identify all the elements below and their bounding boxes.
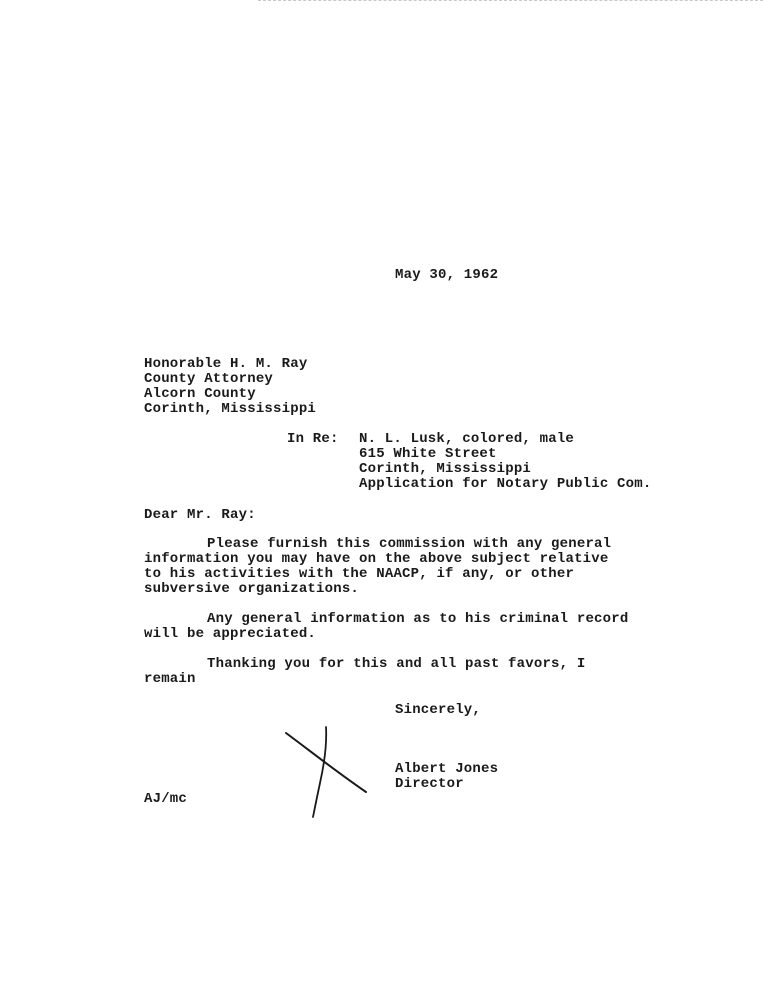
recipient-title: County Attorney (144, 371, 274, 387)
paragraph-1-line-3: to his activities with the NAACP, if any, or other (144, 566, 575, 582)
in-re-subject: N. L. Lusk, colored, male (359, 431, 575, 447)
recipient-county: Alcorn County (144, 386, 256, 402)
closing: Sincerely, (395, 702, 482, 718)
in-re-label: In Re: (287, 431, 339, 447)
paragraph-1-line-1: Please furnish this commission with any general (207, 536, 612, 552)
paragraph-2-line-2: will be appreciated. (144, 626, 317, 642)
typist-initials: AJ/mc (144, 791, 188, 807)
paragraph-1-line-2: information you may have on the above subject relative (144, 551, 609, 567)
paragraph-2-line-1: Any general information as to his criminal record (207, 611, 629, 627)
paragraph-3-line-2: remain (144, 671, 196, 687)
in-re-city: Corinth, Mississippi (359, 461, 532, 477)
paragraph-1-line-4: subversive organizations. (144, 581, 360, 597)
signer-title: Director (395, 776, 464, 792)
salutation: Dear Mr. Ray: (144, 507, 256, 523)
recipient-city: Corinth, Mississippi (144, 401, 317, 417)
letter-date: May 30, 1962 (395, 267, 499, 283)
signature-mark (284, 725, 374, 820)
in-re-matter: Application for Notary Public Com. (359, 476, 652, 492)
page-top-edge (258, 0, 763, 1)
in-re-address: 615 White Street (359, 446, 497, 462)
signer-name: Albert Jones (395, 761, 499, 777)
paragraph-3-line-1: Thanking you for this and all past favors, I (207, 656, 586, 672)
recipient-name: Honorable H. M. Ray (144, 356, 308, 372)
